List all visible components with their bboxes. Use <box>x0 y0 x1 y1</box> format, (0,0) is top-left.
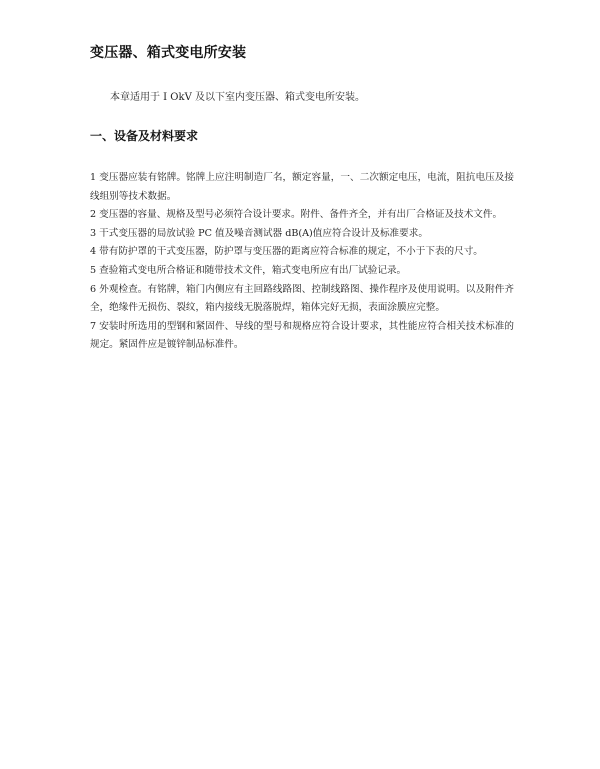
requirement-item-3: 3 干式变压器的局放试验 PC 值及噪音测试器 dB(A)值应符合设计及标准要求。 <box>90 227 428 239</box>
document-title: 变压器、箱式变电所安装 <box>90 45 247 61</box>
requirement-item-5: 5 查验箱式变电所合格证和随带技术文件，箱式变电所应有出厂试验记录。 <box>90 264 407 276</box>
requirement-item-4: 4 带有防护罩的干式变压器，防护罩与变压器的距离应符合标准的规定，不小于下表的尺寸。 <box>90 246 483 258</box>
requirement-item-1: 1 变压器应装有铭牌。铭牌上应注明制造厂名，额定容量，一、二次额定电压，电流，阻抗电压及接线组别等技术数据。 <box>90 172 514 202</box>
requirement-item-6: 6 外观检查。有铭牌，箱门内侧应有主回路线路图、控制线路图、操作程序及使用说明。以及附件齐全，绝缘件无损伤、裂纹，箱内接线无脱落脱焊，箱体完好无损，表面涂膜应完整。 <box>90 283 514 314</box>
section-heading: 一、设备及材料要求 <box>90 129 199 143</box>
requirement-item-2: 2 变压器的容量、规格及型号必须符合设计要求。附件、备件齐全，并有出厂合格证及技术文件。 <box>90 209 503 221</box>
intro-paragraph: 本章适用于 I OkV 及以下室内变压器、箱式变电所安装。 <box>110 92 365 103</box>
requirement-item-7: 7 安装时所选用的型钢和紧固件、导线的型号和规格应符合设计要求，其性能应符合相关技术标准的规定。紧固件应是镀锌制品标准件。 <box>90 320 514 351</box>
requirements-list <box>90 169 514 355</box>
